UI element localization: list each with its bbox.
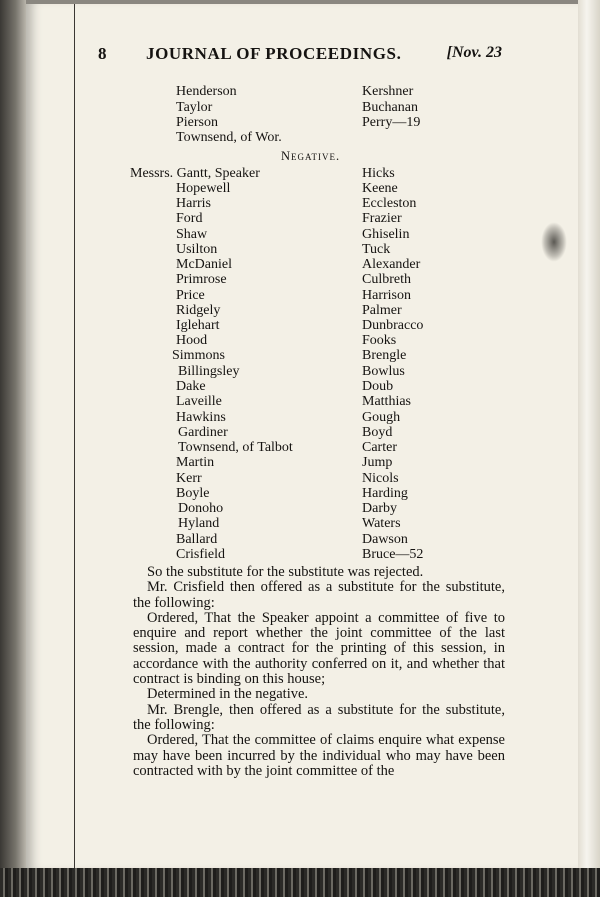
negative-heading: Negative. [281, 149, 341, 163]
negative-name: Billingsley [178, 364, 240, 379]
proceedings-text [133, 565, 505, 779]
negative-name: Ford [176, 211, 203, 226]
affirmative-name: Taylor [176, 100, 213, 115]
negative-name: Martin [176, 455, 215, 470]
negative-name: Ghiselin [362, 227, 410, 242]
negative-name: Crisfield [176, 547, 225, 562]
negative-name: Carter [362, 440, 397, 455]
affirmative-name: Perry—19 [362, 115, 421, 130]
negative-name: Gardiner [178, 425, 228, 440]
negative-name: Frazier [362, 211, 402, 226]
negative-name: Culbreth [362, 272, 411, 287]
negative-name: Eccleston [362, 196, 417, 211]
negative-name: Dake [176, 379, 206, 394]
negative-name: Hopewell [176, 181, 231, 196]
negative-name: Fooks [362, 333, 397, 348]
affirmative-name: Kershner [362, 84, 414, 99]
negative-name: Nicols [362, 471, 399, 486]
negative-name: Darby [362, 501, 397, 516]
negative-name: McDaniel [176, 257, 232, 272]
negative-name: Primrose [176, 272, 227, 287]
negative-name: Dunbracco [362, 318, 424, 333]
affirmative-name: Townsend, of Wor. [176, 130, 282, 145]
paragraph: Mr. Crisfield then offered as a substitute for the substitute, the following: [133, 579, 505, 611]
affirmative-name: Henderson [176, 84, 237, 99]
negative-name: Harding [362, 486, 408, 501]
negative-name: Matthias [362, 394, 411, 409]
scan-bottom-edge [0, 868, 600, 897]
affirmative-name: Pierson [176, 115, 218, 130]
negative-name: Alexander [362, 257, 421, 272]
page-number: 8 [98, 44, 107, 63]
negative-name: Jump [362, 455, 393, 470]
negative-name: Doub [362, 379, 394, 394]
negative-name: Dawson [362, 532, 408, 547]
negative-name: Palmer [362, 303, 402, 318]
negative-name: Hyland [178, 516, 220, 531]
negative-name: Harrison [362, 288, 411, 303]
negative-name: Bruce—52 [362, 547, 424, 562]
negative-name: Laveille [176, 394, 222, 409]
negative-name: Tuck [362, 242, 391, 257]
header-date: [Nov. 23 [446, 44, 502, 61]
paragraph: Mr. Brengle, then offered as a substitute for the substitute, the following: [133, 701, 505, 733]
paragraph: Ordered, That the Speaker appoint a committee of five to enquire and report whether the joint committee of the last session, made a contract for the printing of this session, in accordance with the authority conferred on it, and whether that contract is binding on this house; [133, 609, 505, 688]
paragraph: Determined in the negative. [147, 686, 309, 703]
negative-name: Townsend, of Talbot [178, 440, 293, 455]
negative-name: Boyle [176, 486, 210, 501]
negative-name: Price [176, 288, 205, 303]
negative-name: Simmons [172, 348, 225, 363]
negative-name: Brengle [362, 348, 407, 363]
paragraph: Ordered, That the committee of claims enquire what expense may have been incurred by the individual who may have been contracted with by the joint committee of the [133, 732, 505, 779]
affirmative-name: Buchanan [362, 100, 418, 115]
negative-name: Usilton [176, 242, 218, 257]
negative-name: Shaw [176, 227, 208, 242]
negative-name: Kerr [176, 471, 202, 486]
negative-name: Hood [176, 333, 208, 348]
negative-name: Donoho [178, 501, 224, 516]
speaker-line: Messrs. Gantt, Speaker [130, 166, 260, 181]
negative-name: Boyd [362, 425, 393, 440]
negative-name: Ridgely [176, 303, 221, 318]
running-head: JOURNAL OF PROCEEDINGS. [146, 44, 402, 63]
negative-name: Hicks [362, 166, 395, 181]
negative-name: Ballard [176, 532, 218, 547]
negative-name: Waters [362, 516, 401, 531]
negative-name: Hawkins [176, 410, 226, 425]
negative-name: Harris [176, 196, 211, 211]
negative-name: Gough [362, 410, 401, 425]
negative-name: Keene [362, 181, 398, 196]
negative-name: Iglehart [176, 318, 220, 333]
negative-name: Bowlus [362, 364, 405, 379]
paragraph: So the substitute for the substitute was rejected. [147, 564, 424, 580]
